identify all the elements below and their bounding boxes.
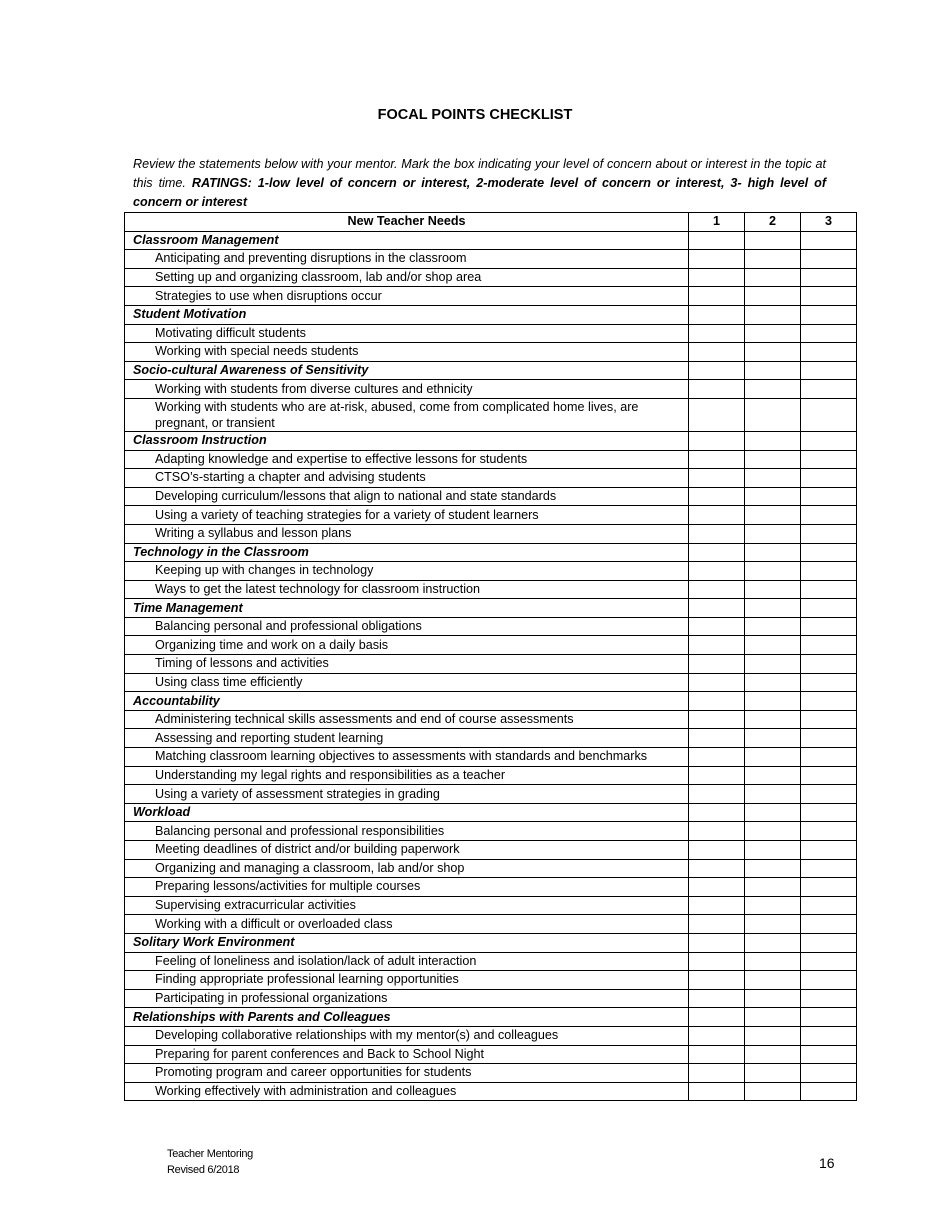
need-label: Working with students from diverse cultures and ethnicity [125,380,689,399]
table-row [125,343,857,362]
rating-2-box[interactable] [745,841,801,860]
category-row [125,543,857,562]
rating-2-box[interactable] [745,989,801,1008]
rating-1-box[interactable] [689,450,745,469]
rating-3-box[interactable] [801,487,857,506]
rating-2-box [745,361,801,380]
table-row [125,487,857,506]
rating-3-box [801,431,857,450]
table-row [125,729,857,748]
rating-3-box[interactable] [801,250,857,269]
rating-3-box[interactable] [801,469,857,488]
rating-3-box [801,231,857,250]
table-row [125,766,857,785]
need-label: Preparing lessons/activities for multiple courses [125,878,689,897]
category-label: Student Motivation [125,305,689,324]
rating-3-box [801,1008,857,1027]
need-label: Promoting program and career opportunities for students [125,1064,689,1083]
rating-3-box[interactable] [801,1026,857,1045]
rating-1-box[interactable] [689,617,745,636]
rating-1-box[interactable] [689,878,745,897]
rating-2-box[interactable] [745,380,801,399]
footer [167,1146,253,1178]
category-label: Solitary Work Environment [125,933,689,952]
table-row [125,822,857,841]
rating-3-box[interactable] [801,673,857,692]
rating-2-box[interactable] [745,1082,801,1101]
table-row [125,952,857,971]
rating-1-box[interactable] [689,952,745,971]
rating-1-box[interactable] [689,487,745,506]
rating-2-box [745,599,801,618]
table-row [125,841,857,860]
need-label: Developing collaborative relationships with my mentor(s) and colleagues [125,1026,689,1045]
category-row [125,431,857,450]
rating-3-box [801,803,857,822]
need-label: Balancing personal and professional obligations [125,617,689,636]
rating-1-box [689,933,745,952]
table-row [125,324,857,343]
category-row [125,599,857,618]
rating-3-box[interactable] [801,766,857,785]
need-label: Finding appropriate professional learning opportunities [125,971,689,990]
rating-1-box[interactable] [689,1026,745,1045]
category-label: Time Management [125,599,689,618]
rating-2-box[interactable] [745,506,801,525]
rating-2-box[interactable] [745,450,801,469]
rating-3-box[interactable] [801,343,857,362]
table-row [125,506,857,525]
rating-1-box[interactable] [689,636,745,655]
table-row [125,398,857,431]
rating-2-box [745,692,801,711]
rating-1-box[interactable] [689,324,745,343]
need-label: Preparing for parent conferences and Back to School Night [125,1045,689,1064]
table-row [125,710,857,729]
need-label: Using class time efficiently [125,673,689,692]
table-row [125,1026,857,1045]
rating-1-box [689,431,745,450]
rating-1-box[interactable] [689,524,745,543]
rating-1-box[interactable] [689,580,745,599]
rating-3-box[interactable] [801,729,857,748]
table-row [125,524,857,543]
rating-1-box[interactable] [689,343,745,362]
rating-3-box[interactable] [801,896,857,915]
rating-1-box [689,305,745,324]
rating-3-box[interactable] [801,580,857,599]
footer-line-1: Teacher Mentoring [167,1148,254,1160]
rating-3-box[interactable] [801,971,857,990]
rating-2-box[interactable] [745,1026,801,1045]
rating-2-box[interactable] [745,896,801,915]
rating-2-box [745,431,801,450]
need-label: Working with special needs students [125,343,689,362]
rating-3-box[interactable] [801,822,857,841]
rating-3-box[interactable] [801,562,857,581]
rating-2-box[interactable] [745,1045,801,1064]
rating-2-box[interactable] [745,673,801,692]
rating-3-box [801,543,857,562]
need-label: Ways to get the latest technology for classroom instruction [125,580,689,599]
table-row [125,580,857,599]
rating-2-box [745,803,801,822]
rating-2-box [745,231,801,250]
rating-3-box[interactable] [801,655,857,674]
ratings-legend: RATINGS: 1-low level of concern or interest, 2-moderate level of concern or interest, 3- high level of concern or interest [133,176,827,209]
category-row [125,305,857,324]
rating-1-box[interactable] [689,915,745,934]
table-row [125,1064,857,1083]
category-label: Classroom Management [125,231,689,250]
rating-1-box [689,692,745,711]
category-label: Socio-cultural Awareness of Sensitivity [125,361,689,380]
need-label: Working with students who are at-risk, abused, come from complicated home lives, are pregnant, or transient [125,398,689,431]
need-label: Using a variety of teaching strategies for a variety of student learners [125,506,689,525]
rating-1-box[interactable] [689,710,745,729]
rating-2-box[interactable] [745,636,801,655]
rating-1-box[interactable] [689,287,745,306]
need-label: Adapting knowledge and expertise to effective lessons for students [125,450,689,469]
rating-2-box[interactable] [745,250,801,269]
rating-2-box[interactable] [745,1064,801,1083]
table-row [125,380,857,399]
table-row [125,250,857,269]
rating-3-box[interactable] [801,915,857,934]
rating-2-box[interactable] [745,971,801,990]
need-label: Keeping up with changes in technology [125,562,689,581]
rating-1-box[interactable] [689,785,745,804]
table-row [125,915,857,934]
rating-3-box[interactable] [801,398,857,431]
rating-2-box[interactable] [745,748,801,767]
table-row [125,562,857,581]
header-rating-2: 2 [745,213,801,232]
need-label: Timing of lessons and activities [125,655,689,674]
rating-1-box [689,543,745,562]
rating-2-box[interactable] [745,952,801,971]
table-row [125,1045,857,1064]
rating-2-box[interactable] [745,398,801,431]
rating-2-box[interactable] [745,878,801,897]
rating-2-box[interactable] [745,469,801,488]
need-label: Strategies to use when disruptions occur [125,287,689,306]
need-label: Organizing time and work on a daily basis [125,636,689,655]
need-label: Using a variety of assessment strategies in grading [125,785,689,804]
rating-3-box[interactable] [801,617,857,636]
rating-3-box[interactable] [801,636,857,655]
rating-3-box[interactable] [801,524,857,543]
rating-1-box [689,803,745,822]
table-row [125,655,857,674]
rating-2-box[interactable] [745,915,801,934]
need-label: Working with a difficult or overloaded class [125,915,689,934]
rating-1-box[interactable] [689,859,745,878]
rating-1-box [689,231,745,250]
rating-2-box[interactable] [745,822,801,841]
table-row [125,859,857,878]
rating-2-box[interactable] [745,287,801,306]
rating-2-box[interactable] [745,487,801,506]
rating-1-box[interactable] [689,506,745,525]
rating-1-box[interactable] [689,673,745,692]
table-row [125,785,857,804]
table-header-row [125,213,857,232]
rating-1-box[interactable] [689,250,745,269]
rating-2-box[interactable] [745,617,801,636]
rating-1-box[interactable] [689,841,745,860]
rating-1-box[interactable] [689,1064,745,1083]
instructions [133,155,826,212]
table-row [125,989,857,1008]
rating-1-box [689,361,745,380]
table-row [125,896,857,915]
category-label: Accountability [125,692,689,711]
footer-line-2: Revised 6/2018 [167,1164,240,1176]
table-row [125,268,857,287]
rating-3-box[interactable] [801,1064,857,1083]
category-row [125,231,857,250]
category-row [125,361,857,380]
category-label: Workload [125,803,689,822]
rating-1-box[interactable] [689,469,745,488]
rating-3-box[interactable] [801,287,857,306]
rating-1-box[interactable] [689,398,745,431]
rating-2-box[interactable] [745,324,801,343]
table-row [125,748,857,767]
table-row [125,287,857,306]
need-label: Understanding my legal rights and responsibilities as a teacher [125,766,689,785]
rating-3-box[interactable] [801,268,857,287]
table-row [125,1082,857,1101]
category-row [125,933,857,952]
rating-3-box [801,361,857,380]
need-label: Working effectively with administration and colleagues [125,1082,689,1101]
rating-2-box[interactable] [745,766,801,785]
intro-text: Review the statements below with your mentor. Mark the box indicating your level of concern about or interest in the topic at this time. [133,157,826,190]
table-body [125,231,857,1101]
rating-2-box[interactable] [745,268,801,287]
need-label: Organizing and managing a classroom, lab and/or shop [125,859,689,878]
rating-2-box[interactable] [745,785,801,804]
rating-3-box[interactable] [801,878,857,897]
header-rating-1: 1 [689,213,745,232]
need-label: Setting up and organizing classroom, lab and/or shop area [125,268,689,287]
rating-3-box [801,599,857,618]
rating-1-box[interactable] [689,729,745,748]
header-needs: New Teacher Needs [125,213,689,232]
rating-2-box [745,933,801,952]
rating-3-box [801,692,857,711]
rating-1-box[interactable] [689,822,745,841]
rating-2-box [745,305,801,324]
page-title: FOCAL POINTS CHECKLIST [377,107,573,123]
table-row [125,450,857,469]
rating-1-box[interactable] [689,766,745,785]
rating-2-box[interactable] [745,562,801,581]
rating-1-box[interactable] [689,655,745,674]
need-label: Writing a syllabus and lesson plans [125,524,689,543]
need-label: Developing curriculum/lessons that align to national and state standards [125,487,689,506]
rating-3-box[interactable] [801,324,857,343]
category-label: Classroom Instruction [125,431,689,450]
rating-1-box[interactable] [689,1082,745,1101]
rating-2-box[interactable] [745,859,801,878]
table-row [125,971,857,990]
rating-2-box[interactable] [745,343,801,362]
need-label: Administering technical skills assessments and end of course assessments [125,710,689,729]
category-label: Relationships with Parents and Colleagues [125,1008,689,1027]
need-label: Participating in professional organizations [125,989,689,1008]
rating-2-box [745,1008,801,1027]
rating-1-box [689,599,745,618]
rating-2-box[interactable] [745,729,801,748]
need-label: Meeting deadlines of district and/or building paperwork [125,841,689,860]
rating-1-box[interactable] [689,896,745,915]
rating-3-box[interactable] [801,710,857,729]
category-row [125,1008,857,1027]
rating-3-box[interactable] [801,506,857,525]
rating-3-box[interactable] [801,380,857,399]
focal-points-table [124,212,857,1101]
page-number: 16 [819,1155,835,1171]
rating-3-box[interactable] [801,748,857,767]
rating-3-box[interactable] [801,1045,857,1064]
rating-2-box[interactable] [745,655,801,674]
table-row [125,469,857,488]
category-row [125,692,857,711]
rating-1-box[interactable] [689,562,745,581]
rating-1-box[interactable] [689,989,745,1008]
rating-3-box[interactable] [801,989,857,1008]
rating-3-box[interactable] [801,841,857,860]
rating-1-box[interactable] [689,380,745,399]
need-label: Matching classroom learning objectives to assessments with standards and benchmarks [125,748,689,767]
rating-2-box[interactable] [745,710,801,729]
table-row [125,636,857,655]
rating-3-box[interactable] [801,450,857,469]
table-row [125,673,857,692]
rating-3-box[interactable] [801,859,857,878]
rating-2-box[interactable] [745,524,801,543]
rating-2-box[interactable] [745,580,801,599]
rating-1-box[interactable] [689,748,745,767]
category-row [125,803,857,822]
rating-2-box [745,543,801,562]
need-label: Anticipating and preventing disruptions in the classroom [125,250,689,269]
rating-3-box[interactable] [801,1082,857,1101]
rating-1-box[interactable] [689,268,745,287]
rating-1-box[interactable] [689,971,745,990]
rating-3-box [801,305,857,324]
need-label: Balancing personal and professional responsibilities [125,822,689,841]
need-label: CTSO’s-starting a chapter and advising students [125,469,689,488]
rating-3-box[interactable] [801,785,857,804]
rating-3-box [801,933,857,952]
rating-1-box[interactable] [689,1045,745,1064]
need-label: Supervising extracurricular activities [125,896,689,915]
need-label: Assessing and reporting student learning [125,729,689,748]
header-rating-3: 3 [801,213,857,232]
need-label: Feeling of loneliness and isolation/lack of adult interaction [125,952,689,971]
rating-1-box [689,1008,745,1027]
table-row [125,878,857,897]
rating-3-box[interactable] [801,952,857,971]
category-label: Technology in the Classroom [125,543,689,562]
table-row [125,617,857,636]
need-label: Motivating difficult students [125,324,689,343]
